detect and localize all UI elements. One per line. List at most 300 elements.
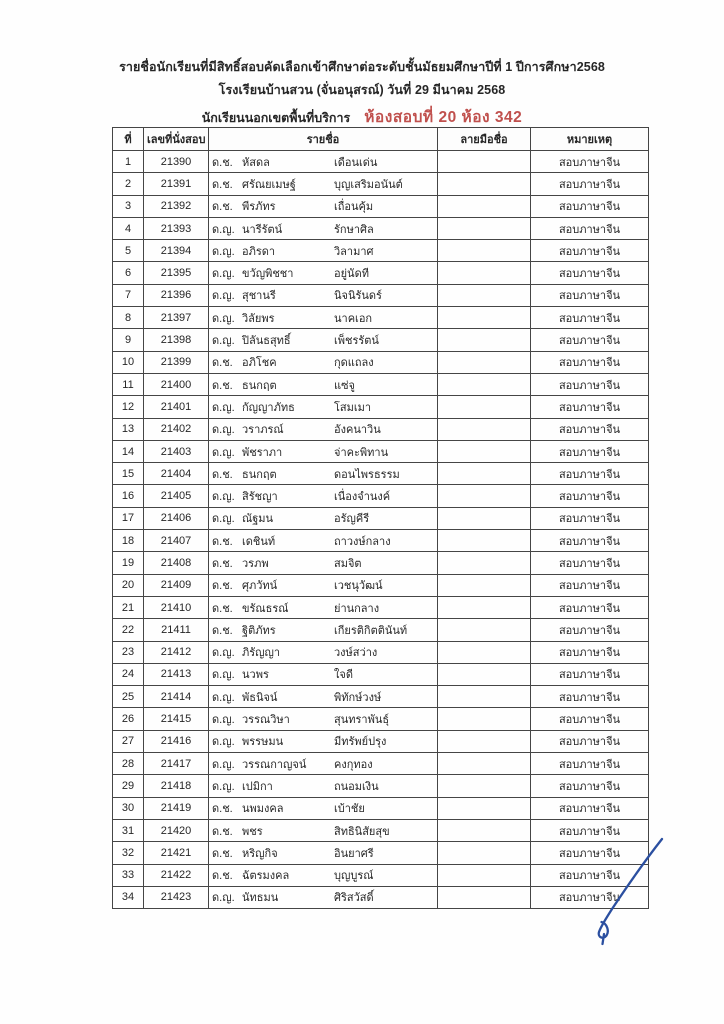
- table-row: [113, 886, 649, 908]
- student-last-name: วงษ์สว่าง: [334, 647, 378, 660]
- seat-number-cell: 21390: [144, 151, 209, 173]
- student-last-name: อรัญคีรี: [334, 513, 370, 526]
- student-title: ด.ญ.: [212, 335, 235, 348]
- student-first-name: เดชินท์: [242, 535, 276, 548]
- signature-cell: [438, 195, 531, 217]
- remark-cell: สอบภาษาจีน: [531, 864, 649, 886]
- remark-cell: สอบภาษาจีน: [531, 485, 649, 507]
- document-header: [0, 56, 724, 129]
- row-number-cell: 8: [113, 307, 144, 329]
- signature-cell: [438, 440, 531, 462]
- remark-cell: สอบภาษาจีน: [531, 396, 649, 418]
- student-first-name: ฉัตรมงคล: [242, 870, 290, 883]
- student-first-name: ธนกฤต: [242, 379, 277, 392]
- remark-cell: สอบภาษาจีน: [531, 151, 649, 173]
- seat-number-cell: 21415: [144, 708, 209, 730]
- signature-cell: [438, 886, 531, 908]
- remark-cell: สอบภาษาจีน: [531, 574, 649, 596]
- signature-cell: [438, 507, 531, 529]
- table-row: [113, 619, 649, 641]
- row-number-cell: 3: [113, 195, 144, 217]
- remark-cell: สอบภาษาจีน: [531, 641, 649, 663]
- column-header-remark: หมายเหตุ: [531, 128, 649, 151]
- student-title: ด.ญ.: [212, 780, 235, 793]
- student-first-name: สิรัชญา: [242, 491, 278, 504]
- name-cell: [209, 708, 438, 730]
- row-number-cell: 25: [113, 686, 144, 708]
- student-last-name: เวชนุวัฒน์: [334, 580, 383, 593]
- seat-number-cell: 21423: [144, 886, 209, 908]
- column-header-name: รายชื่อ: [209, 128, 438, 151]
- student-last-name: เบ้าชัย: [334, 803, 365, 816]
- seat-number-cell: 21410: [144, 596, 209, 618]
- student-last-name: บุญบูรณ์: [334, 870, 374, 883]
- student-first-name: ฐิติภัทร: [242, 624, 276, 637]
- student-title: ด.ญ.: [212, 669, 235, 682]
- student-title: ด.ช.: [212, 580, 233, 593]
- student-last-name: รักษาศิล: [334, 223, 374, 236]
- signature-cell: [438, 240, 531, 262]
- signature-cell: [438, 463, 531, 485]
- signature-cell: [438, 329, 531, 351]
- student-title: ด.ช.: [212, 201, 233, 214]
- table-row: [113, 641, 649, 663]
- student-last-name: เถื่อนคุ้ม: [334, 201, 374, 214]
- row-number-cell: 15: [113, 463, 144, 485]
- student-last-name: คงกุทอง: [334, 758, 373, 771]
- remark-cell: สอบภาษาจีน: [531, 240, 649, 262]
- name-cell: [209, 151, 438, 173]
- name-cell: [209, 842, 438, 864]
- page-subtitle: โรงเรียนบ้านสวน (จั่นอนุสรณ์) วันที่ 29 มีนาคม 2568: [218, 82, 506, 97]
- student-title: ด.ช.: [212, 178, 233, 191]
- student-last-name: ศิริสวัสดิ์: [334, 892, 374, 905]
- name-cell: [209, 396, 438, 418]
- student-last-name: ดอนไพรธรรม: [334, 468, 400, 481]
- name-cell: [209, 663, 438, 685]
- student-last-name: สิทธินิสัยสุข: [334, 825, 390, 838]
- signature-cell: [438, 351, 531, 373]
- student-first-name: ขวัญพิชชา: [242, 268, 294, 281]
- table-row: [113, 596, 649, 618]
- signature-cell: [438, 307, 531, 329]
- table-row: [113, 797, 649, 819]
- student-title: ด.ญ.: [212, 268, 235, 281]
- seat-number-cell: 21393: [144, 217, 209, 239]
- remark-cell: สอบภาษาจีน: [531, 819, 649, 841]
- seat-number-cell: 21411: [144, 619, 209, 641]
- remark-cell: สอบภาษาจีน: [531, 284, 649, 306]
- row-number-cell: 31: [113, 819, 144, 841]
- student-title: ด.ญ.: [212, 714, 235, 727]
- student-last-name: เพ็ชรรัตน์: [334, 335, 379, 348]
- student-last-name: นิจนิรันดร์: [334, 290, 382, 303]
- student-title: ด.ญ.: [212, 245, 235, 258]
- row-number-cell: 10: [113, 351, 144, 373]
- student-last-name: สุนทราพันธุ์: [334, 714, 390, 727]
- student-last-name: เดือนเด่น: [334, 156, 378, 169]
- table-row: [113, 195, 649, 217]
- row-number-cell: 27: [113, 730, 144, 752]
- table-row: [113, 418, 649, 440]
- name-cell: [209, 262, 438, 284]
- signature-cell: [438, 217, 531, 239]
- table-row: [113, 463, 649, 485]
- remark-cell: สอบภาษาจีน: [531, 686, 649, 708]
- signature-cell: [438, 284, 531, 306]
- student-last-name: เกียรติกิตตินันท์: [334, 624, 408, 637]
- signature-cell: [438, 262, 531, 284]
- row-number-cell: 21: [113, 596, 144, 618]
- student-title: ด.ช.: [212, 357, 233, 370]
- student-last-name: พิทักษ์วงษ์: [334, 691, 382, 704]
- row-number-cell: 18: [113, 530, 144, 552]
- signature-cell: [438, 641, 531, 663]
- seat-number-cell: 21402: [144, 418, 209, 440]
- table-row: [113, 842, 649, 864]
- table-row: [113, 329, 649, 351]
- remark-cell: สอบภาษาจีน: [531, 619, 649, 641]
- signature-cell: [438, 396, 531, 418]
- table-row: [113, 217, 649, 239]
- student-first-name: เปมิกา: [242, 780, 273, 793]
- remark-cell: สอบภาษาจีน: [531, 708, 649, 730]
- seat-number-cell: 21404: [144, 463, 209, 485]
- name-cell: [209, 485, 438, 507]
- student-title: ด.ญ.: [212, 758, 235, 771]
- row-number-cell: 24: [113, 663, 144, 685]
- row-number-cell: 34: [113, 886, 144, 908]
- signature-cell: [438, 663, 531, 685]
- student-first-name: กัญญาภัทธ: [242, 401, 295, 414]
- name-cell: [209, 195, 438, 217]
- student-last-name: แซ่จู: [334, 379, 356, 392]
- table-row: [113, 574, 649, 596]
- table-row: [113, 753, 649, 775]
- remark-cell: สอบภาษาจีน: [531, 440, 649, 462]
- remark-cell: สอบภาษาจีน: [531, 329, 649, 351]
- student-first-name: พีรภัทร: [242, 201, 276, 214]
- name-cell: [209, 418, 438, 440]
- student-last-name: กุดแถลง: [334, 357, 374, 370]
- student-last-name: จ่าคะพิทาน: [334, 446, 389, 459]
- seat-number-cell: 21406: [144, 507, 209, 529]
- row-number-cell: 33: [113, 864, 144, 886]
- table-row: [113, 530, 649, 552]
- signature-cell: [438, 530, 531, 552]
- student-title: ด.ญ.: [212, 736, 235, 749]
- student-last-name: ย่านกลาง: [334, 602, 380, 615]
- name-cell: [209, 173, 438, 195]
- remark-cell: สอบภาษาจีน: [531, 530, 649, 552]
- name-cell: [209, 463, 438, 485]
- remark-cell: สอบภาษาจีน: [531, 307, 649, 329]
- student-title: ด.ช.: [212, 847, 233, 860]
- remark-cell: สอบภาษาจีน: [531, 195, 649, 217]
- student-last-name: บุญเสริมอนันต์: [334, 178, 403, 191]
- remark-cell: สอบภาษาจีน: [531, 552, 649, 574]
- signature-cell: [438, 864, 531, 886]
- signature-cell: [438, 173, 531, 195]
- name-cell: [209, 753, 438, 775]
- table-row: [113, 775, 649, 797]
- student-first-name: นัทธมน: [242, 892, 279, 905]
- group-room-line: [0, 104, 724, 129]
- name-cell: [209, 440, 438, 462]
- row-number-cell: 20: [113, 574, 144, 596]
- seat-number-cell: 21416: [144, 730, 209, 752]
- student-title: ด.ญ.: [212, 424, 235, 437]
- name-cell: [209, 307, 438, 329]
- student-first-name: ศุภวัทน์: [242, 580, 278, 593]
- seat-number-cell: 21395: [144, 262, 209, 284]
- remark-cell: สอบภาษาจีน: [531, 663, 649, 685]
- row-number-cell: 17: [113, 507, 144, 529]
- table-row: [113, 284, 649, 306]
- name-cell: [209, 351, 438, 373]
- seat-number-cell: 21398: [144, 329, 209, 351]
- seat-number-cell: 21413: [144, 663, 209, 685]
- remark-cell: สอบภาษาจีน: [531, 373, 649, 395]
- student-last-name: อินยาศรี: [334, 847, 374, 860]
- name-cell: [209, 507, 438, 529]
- row-number-cell: 29: [113, 775, 144, 797]
- name-cell: [209, 619, 438, 641]
- group-label: นักเรียนนอกเขตพื้นที่บริการ: [201, 111, 351, 125]
- signature-cell: [438, 708, 531, 730]
- name-cell: [209, 864, 438, 886]
- seat-number-cell: 21400: [144, 373, 209, 395]
- remark-cell: สอบภาษาจีน: [531, 596, 649, 618]
- student-last-name: นาคเอก: [334, 312, 373, 325]
- name-cell: [209, 574, 438, 596]
- table-row: [113, 307, 649, 329]
- student-last-name: เนื่องจำนงค์: [334, 491, 391, 504]
- signature-cell: [438, 574, 531, 596]
- student-first-name: ภิรัญญา: [242, 647, 281, 660]
- row-number-cell: 23: [113, 641, 144, 663]
- row-number-cell: 22: [113, 619, 144, 641]
- name-cell: [209, 797, 438, 819]
- table-row: [113, 396, 649, 418]
- signature-cell: [438, 819, 531, 841]
- table-header-row: [113, 128, 649, 151]
- remark-cell: สอบภาษาจีน: [531, 753, 649, 775]
- student-last-name: วิลามาศ: [334, 245, 374, 258]
- table-row: [113, 663, 649, 685]
- row-number-cell: 19: [113, 552, 144, 574]
- name-cell: [209, 641, 438, 663]
- row-number-cell: 1: [113, 151, 144, 173]
- table-row: [113, 864, 649, 886]
- table-row: [113, 730, 649, 752]
- page-title: รายชื่อนักเรียนที่มีสิทธิ์สอบคัดเลือกเข้าศึกษาต่อระดับชั้นมัธยมศึกษาปีที่ 1 ปีการศึกษา2568: [119, 60, 605, 74]
- exam-room-label: ห้องสอบที่ 20 ห้อง 342: [364, 109, 523, 126]
- name-cell: [209, 886, 438, 908]
- student-title: ด.ญ.: [212, 290, 235, 303]
- remark-cell: สอบภาษาจีน: [531, 842, 649, 864]
- seat-number-cell: 21418: [144, 775, 209, 797]
- seat-number-cell: 21403: [144, 440, 209, 462]
- student-title: ด.ช.: [212, 803, 233, 816]
- seat-number-cell: 21397: [144, 307, 209, 329]
- student-first-name: วราภรณ์: [242, 424, 284, 437]
- seat-number-cell: 21399: [144, 351, 209, 373]
- student-first-name: พรรษมน: [242, 736, 284, 749]
- column-header-no: ที่: [113, 128, 144, 151]
- table-row: [113, 351, 649, 373]
- student-first-name: วรรณกาญจน์: [242, 758, 307, 771]
- name-cell: [209, 819, 438, 841]
- name-cell: [209, 217, 438, 239]
- table-row: [113, 708, 649, 730]
- seat-number-cell: 21412: [144, 641, 209, 663]
- table-row: [113, 373, 649, 395]
- signature-cell: [438, 730, 531, 752]
- signature-cell: [438, 151, 531, 173]
- row-number-cell: 26: [113, 708, 144, 730]
- table-row: [113, 440, 649, 462]
- name-cell: [209, 552, 438, 574]
- row-number-cell: 5: [113, 240, 144, 262]
- student-title: ด.ญ.: [212, 223, 235, 236]
- student-first-name: ปิลันธสุทธิ์: [242, 335, 291, 348]
- seat-number-cell: 21391: [144, 173, 209, 195]
- row-number-cell: 11: [113, 373, 144, 395]
- name-cell: [209, 530, 438, 552]
- table-row: [113, 240, 649, 262]
- seat-number-cell: 21422: [144, 864, 209, 886]
- row-number-cell: 30: [113, 797, 144, 819]
- student-first-name: ณัฐมน: [242, 513, 274, 526]
- name-cell: [209, 240, 438, 262]
- remark-cell: สอบภาษาจีน: [531, 730, 649, 752]
- remark-cell: สอบภาษาจีน: [531, 886, 649, 908]
- student-first-name: นพมงคล: [242, 803, 284, 816]
- seat-number-cell: 21405: [144, 485, 209, 507]
- remark-cell: สอบภาษาจีน: [531, 507, 649, 529]
- table-row: [113, 485, 649, 507]
- name-cell: [209, 373, 438, 395]
- seat-number-cell: 21414: [144, 686, 209, 708]
- student-title: ด.ช.: [212, 535, 233, 548]
- student-first-name: ศรัณยเมษฐ์: [242, 178, 296, 191]
- table-row: [113, 173, 649, 195]
- student-title: ด.ญ.: [212, 647, 235, 660]
- table-row: [113, 507, 649, 529]
- student-last-name: มีทรัพย์ปรุง: [334, 736, 387, 749]
- name-cell: [209, 284, 438, 306]
- seat-number-cell: 21420: [144, 819, 209, 841]
- student-title: ด.ญ.: [212, 312, 235, 325]
- signature-cell: [438, 775, 531, 797]
- signature-cell: [438, 552, 531, 574]
- signature-cell: [438, 596, 531, 618]
- signature-cell: [438, 373, 531, 395]
- row-number-cell: 14: [113, 440, 144, 462]
- signature-cell: [438, 619, 531, 641]
- student-title: ด.ช.: [212, 379, 233, 392]
- student-last-name: ถนอมเงิน: [334, 780, 379, 793]
- table-row: [113, 686, 649, 708]
- row-number-cell: 6: [113, 262, 144, 284]
- seat-number-cell: 21396: [144, 284, 209, 306]
- student-title: ด.ญ.: [212, 446, 235, 459]
- name-cell: [209, 730, 438, 752]
- column-header-signature: ลายมือชื่อ: [438, 128, 531, 151]
- student-table-body: [113, 151, 649, 909]
- signature-cell: [438, 842, 531, 864]
- name-cell: [209, 775, 438, 797]
- row-number-cell: 2: [113, 173, 144, 195]
- table-row: [113, 819, 649, 841]
- seat-number-cell: 21419: [144, 797, 209, 819]
- row-number-cell: 4: [113, 217, 144, 239]
- student-first-name: หัสดล: [242, 156, 270, 169]
- row-number-cell: 16: [113, 485, 144, 507]
- student-first-name: สุชานรี: [242, 290, 276, 303]
- seat-number-cell: 21392: [144, 195, 209, 217]
- student-title: ด.ช.: [212, 624, 233, 637]
- student-first-name: อภิโชค: [242, 357, 277, 370]
- student-last-name: อยู่นัดที: [334, 268, 369, 281]
- column-header-seat: เลขที่นั่งสอบ: [144, 128, 209, 151]
- table-row: [113, 151, 649, 173]
- student-first-name: อภิรดา: [242, 245, 276, 258]
- table-row: [113, 262, 649, 284]
- remark-cell: สอบภาษาจีน: [531, 463, 649, 485]
- student-first-name: พัธนิจน์: [242, 691, 278, 704]
- remark-cell: สอบภาษาจีน: [531, 173, 649, 195]
- seat-number-cell: 21408: [144, 552, 209, 574]
- student-title: ด.ช.: [212, 602, 233, 615]
- remark-cell: สอบภาษาจีน: [531, 775, 649, 797]
- seat-number-cell: 21421: [144, 842, 209, 864]
- name-cell: [209, 686, 438, 708]
- student-title: ด.ญ.: [212, 892, 235, 905]
- seat-number-cell: 21401: [144, 396, 209, 418]
- remark-cell: สอบภาษาจีน: [531, 418, 649, 440]
- remark-cell: สอบภาษาจีน: [531, 351, 649, 373]
- row-number-cell: 12: [113, 396, 144, 418]
- student-title: ด.ญ.: [212, 691, 235, 704]
- remark-cell: สอบภาษาจีน: [531, 262, 649, 284]
- student-first-name: วรภพ: [242, 557, 269, 570]
- student-first-name: นวพร: [242, 669, 269, 682]
- remark-cell: สอบภาษาจีน: [531, 797, 649, 819]
- seat-number-cell: 21417: [144, 753, 209, 775]
- remark-cell: สอบภาษาจีน: [531, 217, 649, 239]
- student-title: ด.ญ.: [212, 401, 235, 414]
- name-cell: [209, 329, 438, 351]
- student-first-name: พชร: [242, 825, 263, 838]
- signature-cell: [438, 485, 531, 507]
- student-title: ด.ช.: [212, 825, 233, 838]
- row-number-cell: 28: [113, 753, 144, 775]
- signature-cell: [438, 753, 531, 775]
- student-title: ด.ช.: [212, 156, 233, 169]
- student-last-name: โสมเมา: [334, 401, 372, 414]
- student-first-name: นารีรัตน์: [242, 223, 283, 236]
- student-first-name: พัชราภา: [242, 446, 283, 459]
- signature-cell: [438, 686, 531, 708]
- seat-number-cell: 21394: [144, 240, 209, 262]
- student-last-name: ถาวงษ์กลาง: [334, 535, 391, 548]
- seat-number-cell: 21407: [144, 530, 209, 552]
- student-title: ด.ช.: [212, 557, 233, 570]
- signature-cell: [438, 797, 531, 819]
- student-last-name: อังคนาวิน: [334, 424, 381, 437]
